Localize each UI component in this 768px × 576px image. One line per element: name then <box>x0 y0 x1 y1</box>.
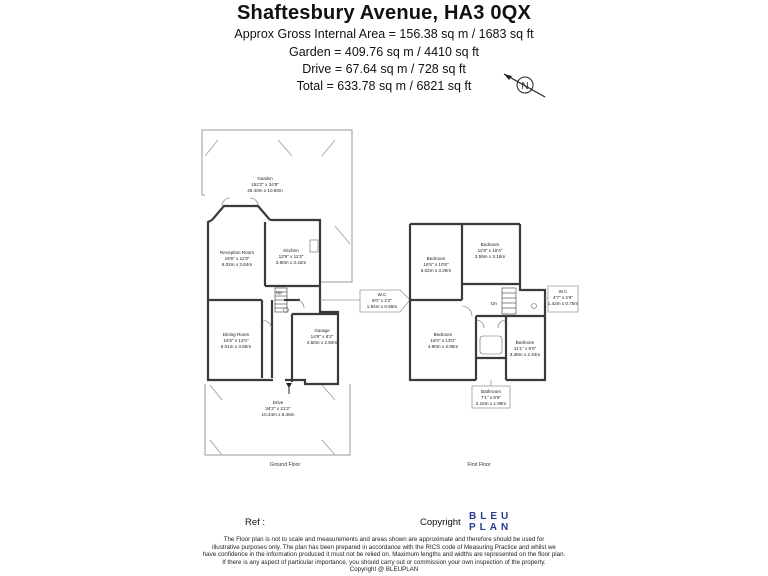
svg-text:5.01m x 3.65m: 5.01m x 3.65m <box>220 344 252 349</box>
svg-text:14'8" x 8'2": 14'8" x 8'2" <box>310 334 334 339</box>
svg-text:W.C: W.C <box>377 292 387 297</box>
svg-text:Bedroom: Bedroom <box>433 332 453 337</box>
room-label-bedroom-2 <box>475 242 506 259</box>
first-floor-label: First Floor <box>467 462 491 468</box>
svg-text:Garden: Garden <box>257 176 273 181</box>
room-label-kitchen <box>276 248 307 265</box>
first-floor-plan <box>410 224 578 468</box>
svg-text:Bathroom: Bathroom <box>481 389 501 394</box>
ground-floor-label: Ground Floor <box>269 462 301 468</box>
stairs-up-label: Up <box>276 290 282 295</box>
svg-text:16'5" x 12'0": 16'5" x 12'0" <box>223 338 249 343</box>
svg-text:W.C: W.C <box>558 289 568 294</box>
room-label-garage <box>307 328 338 345</box>
room-label-reception <box>220 250 254 267</box>
svg-text:Dining Room: Dining Room <box>222 332 250 337</box>
disclaimer <box>0 536 768 574</box>
svg-text:3.90m x 3.42m: 3.90m x 3.42m <box>275 260 307 265</box>
room-label-garden <box>247 176 283 193</box>
svg-text:5.02m x 3.29m: 5.02m x 3.29m <box>420 268 452 273</box>
room-label-dining <box>221 332 252 349</box>
ref-label: Ref : <box>245 517 266 528</box>
disclaimer-line: Copyright @ BLEUPLAN <box>349 566 419 574</box>
svg-text:11'1" x 8'0": 11'1" x 8'0" <box>513 346 537 351</box>
svg-text:2.16m x 1.99m: 2.16m x 1.99m <box>475 401 507 406</box>
svg-text:46.40m x 10.60m: 46.40m x 10.60m <box>247 188 283 193</box>
svg-text:4.50m x 2.50m: 4.50m x 2.50m <box>306 340 338 345</box>
gross-area-text: Approx Gross Internal Area = 156.38 sq m / 1683 sq ft <box>234 27 534 41</box>
room-label-bedroom-3 <box>428 332 459 349</box>
north-arrow-icon <box>504 74 545 97</box>
svg-text:11'9" x 10'4": 11'9" x 10'4" <box>477 248 503 253</box>
svg-text:1.84m x 0.66m: 1.84m x 0.66m <box>366 304 398 309</box>
total-area-text: Total = 633.78 sq m / 6821 sq ft <box>296 79 472 93</box>
svg-text:10.44m x 6.46m: 10.44m x 6.46m <box>261 412 295 417</box>
bleuplan-logo-line2: PLAN <box>469 522 513 533</box>
ground-floor-plan <box>202 130 410 468</box>
svg-text:34'2" x 21'2": 34'2" x 21'2" <box>265 406 291 411</box>
svg-text:7'1" x 6'6": 7'1" x 6'6" <box>480 395 502 400</box>
room-label-drive <box>262 400 295 417</box>
svg-text:152'2" x 34'8": 152'2" x 34'8" <box>251 182 279 187</box>
disclaimer-line: If there is any aspect of particular importance, you should carry out or commission your own inspection of the property. <box>222 558 546 566</box>
svg-text:Kitchen: Kitchen <box>283 248 299 253</box>
svg-text:6'0" x 2'2": 6'0" x 2'2" <box>371 298 393 303</box>
svg-text:19'8" x 11'9": 19'8" x 11'9" <box>224 256 250 261</box>
svg-text:3.59m x 3.16m: 3.59m x 3.16m <box>474 254 506 259</box>
svg-text:12'9" x 11'3": 12'9" x 11'3" <box>278 254 304 259</box>
svg-text:Garage: Garage <box>314 328 330 333</box>
room-label-bedroom-1 <box>421 256 452 273</box>
bleuplan-logo-line1: BLEU <box>469 511 513 522</box>
drive-area-text: Drive = 67.64 sq m / 728 sq ft <box>302 62 466 76</box>
svg-text:6.02m x 3.64m: 6.02m x 3.64m <box>221 262 253 267</box>
svg-text:16'0" x 13'0": 16'0" x 13'0" <box>430 338 456 343</box>
svg-text:Reception Room: Reception Room <box>219 250 255 255</box>
svg-text:4'7" x 2'6": 4'7" x 2'6" <box>552 295 574 300</box>
disclaimer-line: illustrative purposes only. The plan has been prepared in accordance with the RICS code of Measuring Practice and whilst we <box>212 543 556 551</box>
svg-text:4.90m x 3.95m: 4.90m x 3.95m <box>427 344 459 349</box>
svg-text:Bedroom: Bedroom <box>480 242 500 247</box>
stairs-down-label: Dn <box>491 301 497 306</box>
svg-text:Bedroom: Bedroom <box>426 256 446 261</box>
svg-text:1.42m x 0.75m: 1.42m x 0.75m <box>547 301 579 306</box>
disclaimer-line: have confidence in the information produced it must not be relied on. Maximum lengths and widths are represented on the floor plan. <box>202 551 566 559</box>
garden-area-text: Garden = 409.76 sq m / 4410 sq ft <box>288 45 480 59</box>
compass-letter: N <box>521 81 529 92</box>
svg-text:Drive: Drive <box>272 400 284 405</box>
room-label-bedroom-4 <box>510 340 541 357</box>
svg-text:16'5" x 10'8": 16'5" x 10'8" <box>423 262 449 267</box>
svg-text:3.39m x 2.44m: 3.39m x 2.44m <box>509 352 541 357</box>
svg-text:Bedroom: Bedroom <box>515 340 535 345</box>
disclaimer-line: The Floor plan is not to scale and measurements and areas shown are approximate and therefore should be used for <box>223 536 545 543</box>
copyright-label: Copyright <box>420 517 461 528</box>
page-title: Shaftesbury Avenue, HA3 0QX <box>236 2 531 24</box>
